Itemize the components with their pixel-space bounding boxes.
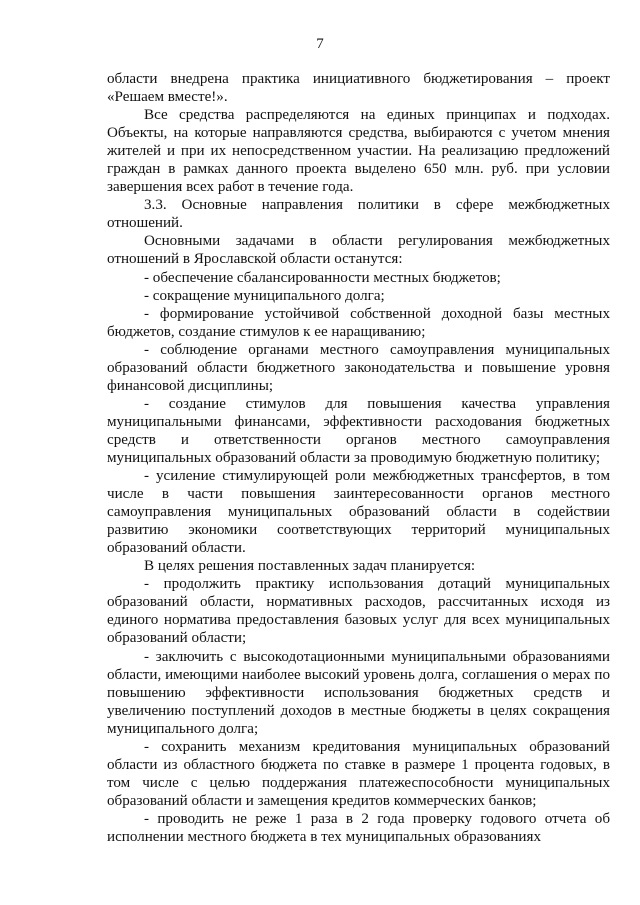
list-item: - соблюдение органами местного самоуправления муниципальных образований области бюджетного законодательства и повышение уровня финансовой дисциплины; bbox=[107, 341, 610, 394]
list-item: - заключить с высокодотационными муниципальными образованиями области, имеющими наиболее высокий уровень долга, соглашения о мерах по повышению эффективности использования бюджетных средств и увеличению поступлений доходов в местные бюджеты в целях сокращения муниципального долга; bbox=[107, 648, 610, 737]
document-body bbox=[107, 70, 610, 846]
paragraph: Основными задачами в области регулирования межбюджетных отношений в Ярославской области останутся: bbox=[107, 233, 610, 268]
paragraph: области внедрена практика инициативного бюджетирования – проект «Решаем вместе!». bbox=[107, 71, 610, 106]
list-item: - усиление стимулирующей роли межбюджетных трансфертов, в том числе в части повышения заинтересованности органов местного самоуправления муниципальных образований области в содействии развитию экономики соответствующих территорий муниципальных образований области. bbox=[107, 468, 610, 557]
paragraph: В целях решения поставленных задач планируется: bbox=[144, 558, 476, 575]
section-heading: 3.3. Основные направления политики в сфере межбюджетных отношений. bbox=[107, 197, 610, 232]
list-item: - сохранить механизм кредитования муниципальных образований области из областного бюджета по ставке в размере 1 процента годовых, в том числе с целью поддержания платежеспособности муниципальных образований области и замещения кредитов коммерческих банков; bbox=[107, 738, 610, 809]
list-item: - сокращение муниципального долга; bbox=[144, 287, 385, 304]
page-number: 7 bbox=[316, 36, 324, 52]
paragraph: Все средства распределяются на единых принципах и подходах. Объекты, на которые направляются средства, выбираются с учетом мнения жителей и при их непосредственном участии. На реализацию предложений граждан в рамках данного проекта выделено 650 млн. руб. при условии завершения всех работ в течение года. bbox=[107, 107, 610, 196]
list-item: - проводить не реже 1 раза в 2 года проверку годового отчета об исполнении местного бюджета в тех муниципальных образованиях bbox=[107, 810, 610, 845]
list-item: - формирование устойчивой собственной доходной базы местных бюджетов, создание стимулов к ее наращиванию; bbox=[107, 305, 610, 340]
list-item: - продолжить практику использования дотаций муниципальных образований области, нормативных расходов, рассчитанных исходя из единого норматива предоставления базовых услуг для всех муниципальных образований области; bbox=[107, 576, 610, 647]
list-item: - создание стимулов для повышения качества управления муниципальными финансами, эффективности расходования бюджетных средств и ответственности органов местного самоуправления муниципальных образований области за проводимую бюджетную политику; bbox=[107, 395, 610, 466]
list-item: - обеспечение сбалансированности местных бюджетов; bbox=[144, 269, 501, 286]
